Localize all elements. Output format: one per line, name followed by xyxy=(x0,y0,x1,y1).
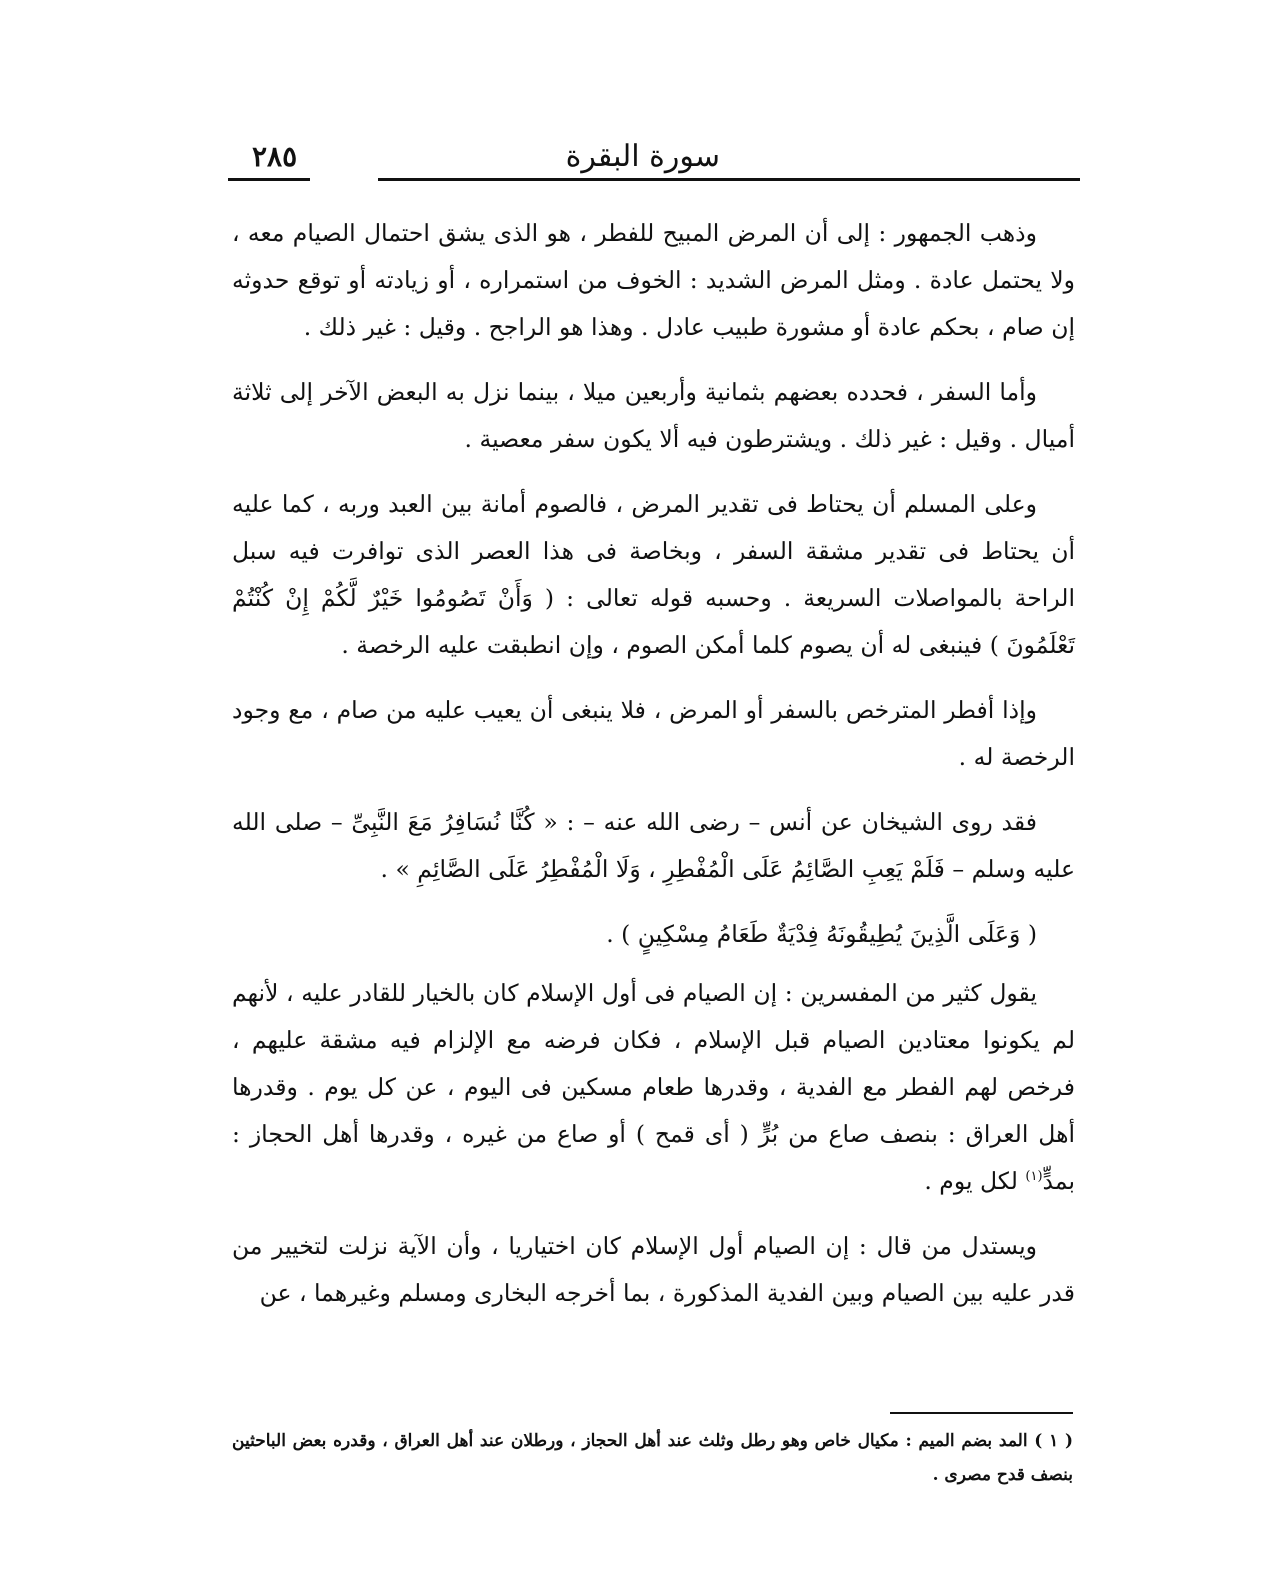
paragraph-no-blame: وإذا أفطر المترخص بالسفر أو المرض ، فلا ينبغى أن يعيب عليه من صام ، مع وجود الرخصة له . xyxy=(232,696,1075,771)
page-number-rule xyxy=(228,178,310,181)
paragraph-fidya xyxy=(232,970,1075,1205)
surah-title: سورة البقرة xyxy=(565,139,720,174)
footnote-marker: (١) xyxy=(1025,1169,1043,1185)
paragraph-illness: وذهب الجمهور : إلى أن المرض المبيح للفطر ، هو الذى يشق احتمال الصيام معه ، ولا يحتمل عادة . ومثل المرض الشديد : الخوف من استمراره ، أو زيادته أو توقع حدوثه إن صام ، بحكم عادة أو مشورة طبيب عادل . وهذا هو الراجح . وقيل : غير ذلك . xyxy=(232,219,1075,341)
header-rule xyxy=(378,178,1080,181)
footnote: ( ١ ) المد بضم الميم : مكيال خاص وهو رطل وثلث عند أهل الحجاز ، ورطلان عند أهل العراق ، وقدره بعض الباحثين بنصف قدح مصرى . xyxy=(232,1431,1073,1485)
paragraph-travel: وأما السفر ، فحدده بعضهم بثمانية وأربعين ميلا ، بينما نزل به البعض الآخر إلى ثلاثة أميال . وقيل : غير ذلك . ويشترطون فيه ألا يكون سفر معصية . xyxy=(232,378,1075,453)
paragraph-fidya-text: يقول كثير من المفسرين : إن الصيام فى أول الإسلام كان بالخيار للقادر عليه ، لأنهم لم يكونوا معتادين الصيام قبل الإسلام ، فكان فرضه مع الإلزام فيه مشقة عليهم ، فرخص لهم الفطر مع الفدية ، وقدرها طعام مسكين فى اليوم ، عن كل يوم . وقدرها أهل العراق : بنصف صاع من بُرٍّ ( أى قمح ) أو صاع من غيره ، وقدرها أهل الحجاز : بمدٍّ xyxy=(232,979,1075,1195)
quran-verse: ( وَعَلَى الَّذِينَ يُطِيقُونَهُ فِدْيَةٌ طَعَامُ مِسْكِينٍ ) . xyxy=(606,920,1037,948)
paragraph-evidence: ويستدل من قال : إن الصيام أول الإسلام كان اختياريا ، وأن الآية نزلت لتخيير من قدر عليه بين الصيام وبين الفدية المذكورة ، بما أخرجه البخارى ومسلم وغيرهما ، عن xyxy=(232,1232,1075,1307)
body-text xyxy=(232,210,1075,1335)
footnote-rule xyxy=(890,1412,1073,1414)
paragraph-fidya-tail: لكل يوم . xyxy=(924,1167,1026,1195)
page-number: ٢٨٥ xyxy=(252,140,298,173)
paragraph-hadith: فقد روى الشيخان عن أنس – رضى الله عنه – : « كُنَّا نُسَافِرُ مَعَ النَّبِىِّ – صلى الله عليه وسلم – فَلَمْ يَعِبِ الصَّائِمُ عَلَى الْمُفْطِرِ ، وَلَا الْمُفْطِرُ عَلَى الصَّائِمِ » . xyxy=(232,808,1075,883)
paragraph-caution: وعلى المسلم أن يحتاط فى تقدير المرض ، فالصوم أمانة بين العبد وربه ، كما عليه أن يحتاط فى تقدير مشقة السفر ، وبخاصة فى هذا العصر الذى توافرت فيه سبل الراحة بالمواصلات السريعة . وحسبه قوله تعالى : ( وَأَنْ تَصُومُوا خَيْرٌ لَّكُمْ إِنْ كُنْتُمْ تَعْلَمُونَ ) فينبغى له أن يصوم كلما أمكن الصوم ، وإن انطبقت عليه الرخصة . xyxy=(232,490,1075,659)
